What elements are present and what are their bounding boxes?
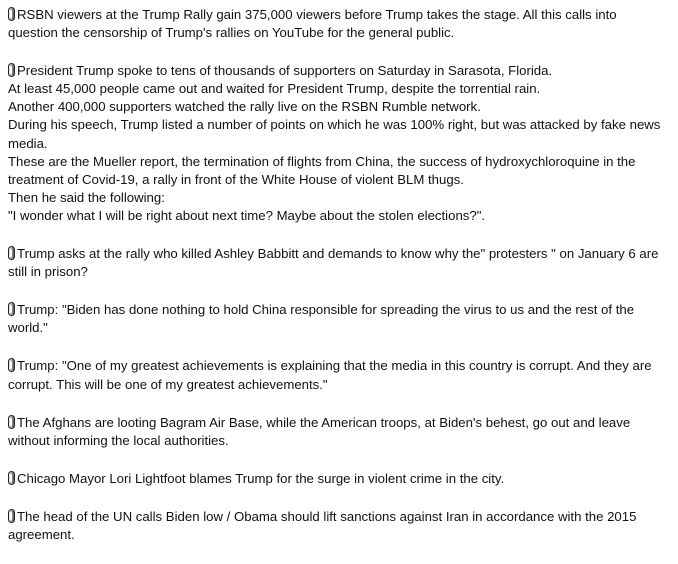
news-item <box>8 301 670 337</box>
news-item-line <box>8 508 670 544</box>
paperclip-icon <box>8 471 15 485</box>
news-item-line: During his speech, Trump listed a number of points on which he was 100% right, but was attacked by fake news media. <box>8 117 661 151</box>
paperclip-icon <box>8 415 15 429</box>
news-item-text: Chicago Mayor Lori Lightfoot blames Trump for the surge in violent crime in the city. <box>17 470 505 486</box>
news-item <box>8 470 670 488</box>
news-item-text: Trump asks at the rally who killed Ashley Babbitt and demands to know why the" protesters " on January 6 are still in prison? <box>8 246 659 280</box>
news-item-text: The head of the UN calls Biden low / Obama should lift sanctions against Iran in accordance with the 2015 agreement. <box>8 508 637 542</box>
news-item-text: President Trump spoke to tens of thousands of supporters on Saturday in Sarasota, Florida. <box>17 63 553 79</box>
news-item-line: Then he said the following: <box>8 189 165 205</box>
news-item <box>8 6 670 42</box>
news-item <box>8 62 670 225</box>
news-item-line <box>8 62 670 80</box>
news-item <box>8 245 670 281</box>
paperclip-icon <box>8 246 15 260</box>
news-item-text: Trump: "One of my greatest achievements is explaining that the media in this country is corrupt. And they are corrupt. This will be one of my greatest achievements." <box>8 358 652 392</box>
news-item-line <box>8 301 670 337</box>
paperclip-icon <box>8 63 15 77</box>
news-item <box>8 357 670 393</box>
news-item-line <box>8 245 670 281</box>
news-item <box>8 414 670 450</box>
news-item-text: Trump: "Biden has done nothing to hold China responsible for spreading the virus to us and the rest of the world." <box>8 302 635 336</box>
paperclip-icon <box>8 358 15 372</box>
news-item <box>8 508 670 544</box>
news-item-line <box>8 414 670 450</box>
news-item-text: The Afghans are looting Bagram Air Base, while the American troops, at Biden's behest, go out and leave without informing the local authorities. <box>8 414 631 448</box>
news-item-line: Another 400,000 supporters watched the rally live on the RSBN Rumble network. <box>8 99 481 115</box>
news-item-line: "I wonder what I will be right about next time? Maybe about the stolen elections?". <box>8 207 486 223</box>
paperclip-icon <box>8 302 15 316</box>
news-item-line <box>8 470 670 488</box>
paperclip-icon <box>8 509 15 523</box>
paperclip-icon <box>8 7 15 21</box>
news-item-line: These are the Mueller report, the termination of flights from China, the success of hydroxychloroquine in the treatment of Covid-19, a rally in front of the White House of violent BLM thugs. <box>8 153 636 187</box>
news-item-text: RSBN viewers at the Trump Rally gain 375,000 viewers before Trump takes the stage. All this calls into question the censorship of Trump's rallies on YouTube for the general public. <box>8 7 617 41</box>
news-item-line <box>8 357 670 393</box>
news-item-line: At least 45,000 people came out and waited for President Trump, despite the torrential rain. <box>8 81 541 97</box>
news-item-line <box>8 6 670 42</box>
